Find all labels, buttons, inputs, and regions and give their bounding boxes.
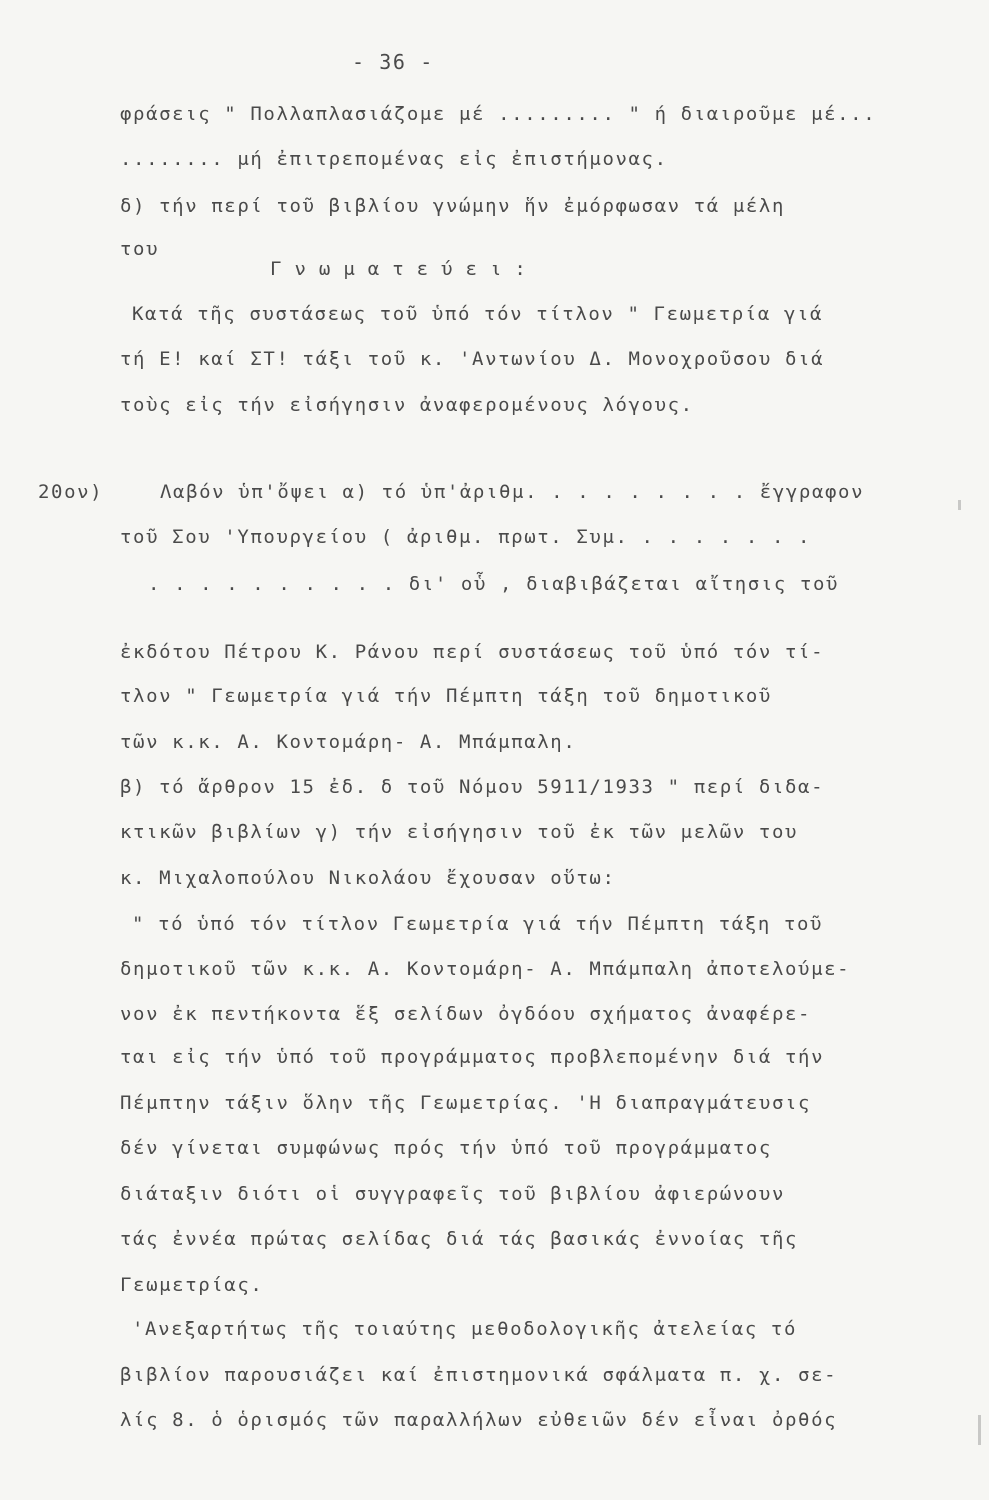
text-line: κ. Μιχαλοπούλου Νικολάου ἔχουσαν οὕτω:	[120, 867, 616, 889]
text-line: φράσεις " Πολλαπλασιάζομε μέ ......... " ή διαιροῦμε μέ...	[120, 103, 877, 125]
quoted-text-line: λίς 8. ὁ ὁρισμός τῶν παραλλήλων εὐθειῶν δέν εἶναι ὀρθός	[120, 1409, 838, 1431]
text-line: . . . . . . . . . . δι' οὗ , διαβιβάζεται αἴτησις τοῦ	[148, 573, 840, 595]
margin-mark	[978, 1415, 981, 1445]
text-line: ........ μή ἐπιτρεπομένας εἰς ἐπιστήμονας.	[120, 148, 668, 170]
quoted-text-line: διάταξιν διότι οἱ συγγραφεῖς τοῦ βιβλίου ἀφιερώνουν	[120, 1183, 785, 1205]
text-line: δ) τήν περί τοῦ βιβλίου γνώμην ἥν ἐμόρφωσαν τά μέλη	[120, 195, 785, 217]
text-line: τοὺς εἰς τήν εἰσήγησιν ἀναφερομένους λόγους.	[120, 394, 694, 416]
text-line: Κατά τῆς συστάσεως τοῦ ὑπό τόν τίτλον " Γεωμετρία γιά	[132, 303, 824, 325]
text-line: τῶν κ.κ. Α. Κοντομάρη- Α. Μπάμπαλη.	[120, 731, 577, 753]
section-heading: Γνωματεύει:	[270, 258, 539, 280]
quoted-text-line: Γεωμετρίας.	[120, 1274, 264, 1296]
quoted-text-line: βιβλίον παρουσιάζει καί ἐπιστημονικά σφάλματα π. χ. σε-	[120, 1364, 838, 1386]
text-line: ἐκδότου Πέτρου Κ. Ράνου περί συστάσεως τοῦ ὑπό τόν τί-	[120, 641, 825, 663]
text-line: τλον " Γεωμετρία γιά τήν Πέμπτη τάξη τοῦ δημοτικοῦ	[120, 685, 772, 707]
page-number: - 36 -	[352, 50, 434, 74]
text-line: κτικῶν βιβλίων γ) τήν εἰσήγησιν τοῦ ἐκ τῶν μελῶν του	[120, 821, 799, 843]
quoted-text-line: τάς ἐννέα πρώτας σελίδας διά τάς βασικάς ἐννοίας τῆς	[120, 1228, 799, 1250]
quoted-text-line: δέν γίνεται συμφώνως πρός τήν ὑπό τοῦ προγράμματος	[120, 1137, 772, 1159]
item-number: 20ον)	[38, 481, 104, 503]
text-line: τή Ε! καί ΣΤ! τάξι τοῦ κ. 'Αντωνίου Δ. Μονοχροῦσου διά	[120, 348, 825, 370]
text-line: β) τό ἄρθρον 15 ἐδ. δ τοῦ Νόμου 5911/1933 " περί διδα-	[120, 776, 825, 798]
quoted-text-line: 'Ανεξαρτήτως τῆς τοιαύτης μεθοδολογικῆς ἀτελείας τό	[132, 1318, 797, 1340]
text-line: του	[120, 238, 160, 260]
quoted-text-line: δημοτικοῦ τῶν κ.κ. Α. Κοντομάρη- Α. Μπάμπαλη ἀποτελούμε-	[120, 958, 851, 980]
quoted-text-line: νον ἐκ πεντήκοντα ἕξ σελίδων ὀγδόου σχήματος ἀναφέρε-	[120, 1003, 812, 1025]
text-line: τοῦ Σου 'Υπουργείου ( ἀριθμ. πρωτ. Συμ. . . . . . . .	[120, 526, 812, 548]
quoted-text-line: ται εἰς τήν ὑπό τοῦ προγράμματος προβλεπομένην διά τήν	[120, 1046, 825, 1068]
text-line: Λαβόν ὑπ'ὄψει α) τό ὑπ'ἀριθμ. . . . . . . . . ἔγγραφον	[160, 481, 865, 503]
margin-mark	[958, 500, 961, 510]
quoted-text-line: Πέμπτην τάξιν ὅλην τῆς Γεωμετρίας. 'Η διαπραγμάτευσις	[120, 1092, 812, 1114]
quoted-text-line: " τό ὑπό τόν τίτλον Γεωμετρία γιά τήν Πέμπτη τάξη τοῦ	[132, 913, 824, 935]
